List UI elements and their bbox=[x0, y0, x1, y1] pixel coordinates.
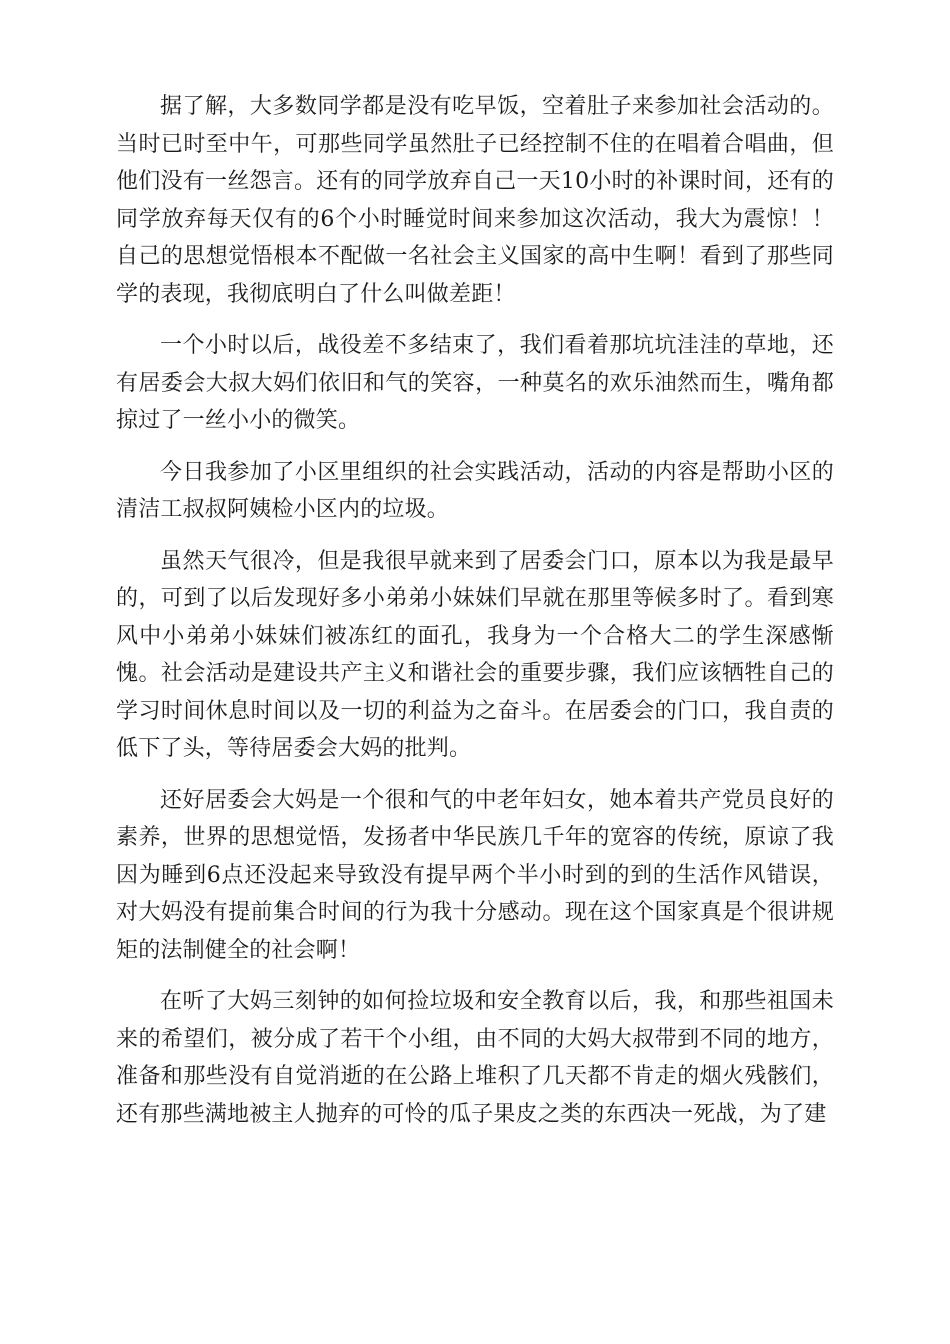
paragraph-6: 在听了大妈三刻钟的如何捡垃圾和安全教育以后，我，和那些祖国未来的希望们，被分成了若干个小组，由不同的大妈大叔带到不同的地方，准备和那些没有自觉消逝的在公路上堆积了几天都不肯走的烟火残骸们，还有那些满地被主人抛弃的可怜的瓜子果皮之类的东西决一死战，为了建 bbox=[116, 989, 834, 1127]
paragraph-2: 一个小时以后，战役差不多结束了，我们看着那坑坑洼洼的草地，还有居委会大叔大妈们依旧和气的笑容，一种莫名的欢乐油然而生，嘴角都掠过了一丝小小的微笑。 bbox=[116, 333, 834, 433]
document-page bbox=[116, 88, 834, 1147]
paragraph-5: 还好居委会大妈是一个很和气的中老年妇女，她本着共产党员良好的素养，世界的思想觉悟，发扬者中华民族几千年的宽容的传统，原谅了我因为睡到6点还没起来导致没有提早两个半小时到的到的生活作风错误，对大妈没有提前集合时间的行为我十分感动。现在这个国家真是个很讲规矩的法制健全的社会啊！ bbox=[116, 787, 834, 963]
paragraph-3: 今日我参加了小区里组织的社会实践活动，活动的内容是帮助小区的清洁工叔叔阿姨检小区内的垃圾。 bbox=[116, 459, 834, 522]
paragraph-1: 据了解，大多数同学都是没有吃早饭，空着肚子来参加社会活动的。当时已时至中午，可那些同学虽然肚子已经控制不住的在唱着合唱曲，但他们没有一丝怨言。还有的同学放弃自己一天10小时的补课时间，还有的同学放弃每天仅有的6个小时睡觉时间来参加这次活动，我大为震惊！！自己的思想觉悟根本不配做一名社会主义国家的高中生啊！看到了那些同学的表现，我彻底明白了什么叫做差距！ bbox=[116, 94, 834, 307]
paragraph-4: 虽然天气很冷，但是我很早就来到了居委会门口，原本以为我是最早的，可到了以后发现好多小弟弟小妹妹们早就在那里等候多时了。看到寒风中小弟弟小妹妹们被冻红的面孔，我身为一个合格大二的学生深感惭愧。社会活动是建设共产主义和谐社会的重要步骤，我们应该牺牲自己的学习时间休息时间以及一切的利益为之奋斗。在居委会的门口，我自责的低下了头，等待居委会大妈的批判。 bbox=[116, 548, 834, 761]
